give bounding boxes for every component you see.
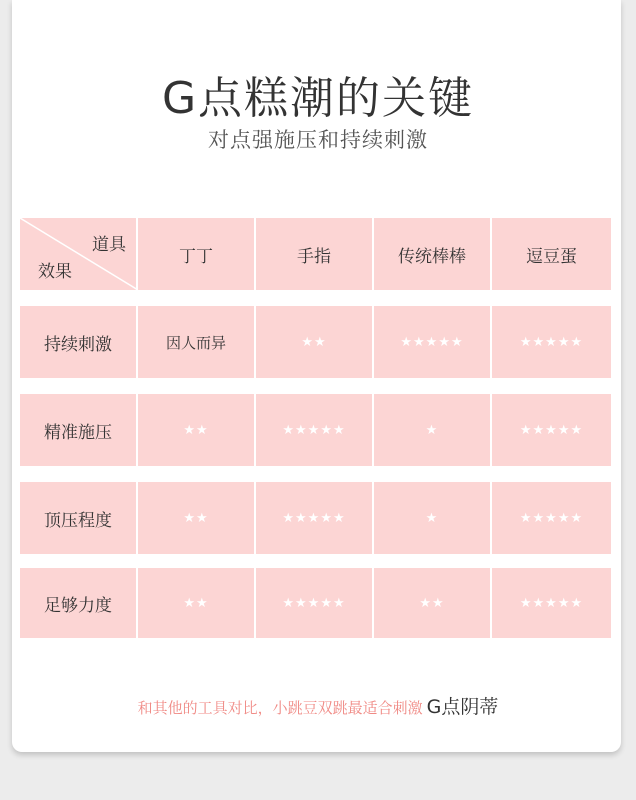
rating-cell: ★★★★★ bbox=[256, 394, 374, 466]
row-label: 精准施压 bbox=[20, 394, 138, 466]
rating-cell: ★★ bbox=[138, 394, 256, 466]
rating-cell: ★★ bbox=[138, 482, 256, 554]
column-header: 手指 bbox=[256, 218, 374, 290]
rating-cell: ★★★★★ bbox=[256, 568, 374, 638]
rating-cell: ★★ bbox=[138, 568, 256, 638]
page-title: G点糕潮的关键 bbox=[161, 73, 475, 124]
rating-cell: ★★★★★ bbox=[256, 482, 374, 554]
corner-tool-label: 道具 bbox=[92, 235, 126, 255]
rating-cell: ★ bbox=[374, 394, 492, 466]
rating-cell: ★★ bbox=[256, 306, 374, 378]
column-header: 传统棒棒 bbox=[374, 218, 492, 290]
rating-cell: ★ bbox=[374, 482, 492, 554]
footer-text: 和其他的工具对比，小跳豆双跳最适合刺激 bbox=[137, 699, 423, 717]
rating-cell: ★★★★★ bbox=[374, 306, 492, 378]
rating-cell: ★★★★★ bbox=[492, 568, 611, 638]
rating-cell: ★★★★★ bbox=[492, 394, 611, 466]
footer-note bbox=[0, 692, 636, 719]
rating-cell: 因人而异 bbox=[138, 306, 256, 378]
corner-header-cell bbox=[20, 218, 138, 290]
rating-cell: ★★★★★ bbox=[492, 482, 611, 554]
row-label: 顶压程度 bbox=[20, 482, 138, 554]
comparison-table bbox=[20, 218, 611, 638]
rating-cell: ★★ bbox=[374, 568, 492, 638]
table-header-row bbox=[20, 218, 611, 290]
row-label: 足够力度 bbox=[20, 568, 138, 638]
corner-effect-label: 效果 bbox=[38, 262, 72, 282]
column-header: 逗豆蛋 bbox=[492, 218, 611, 290]
page-subtitle: 对点强施压和持续刺激 bbox=[208, 128, 428, 152]
row-label: 持续刺激 bbox=[20, 306, 138, 378]
footer-emphasis: G点阴蒂 bbox=[426, 696, 499, 718]
table-row bbox=[20, 568, 611, 638]
table-row bbox=[20, 306, 611, 378]
column-header: 丁丁 bbox=[138, 218, 256, 290]
table-row bbox=[20, 394, 611, 466]
rating-cell: ★★★★★ bbox=[492, 306, 611, 378]
table-row bbox=[20, 482, 611, 554]
